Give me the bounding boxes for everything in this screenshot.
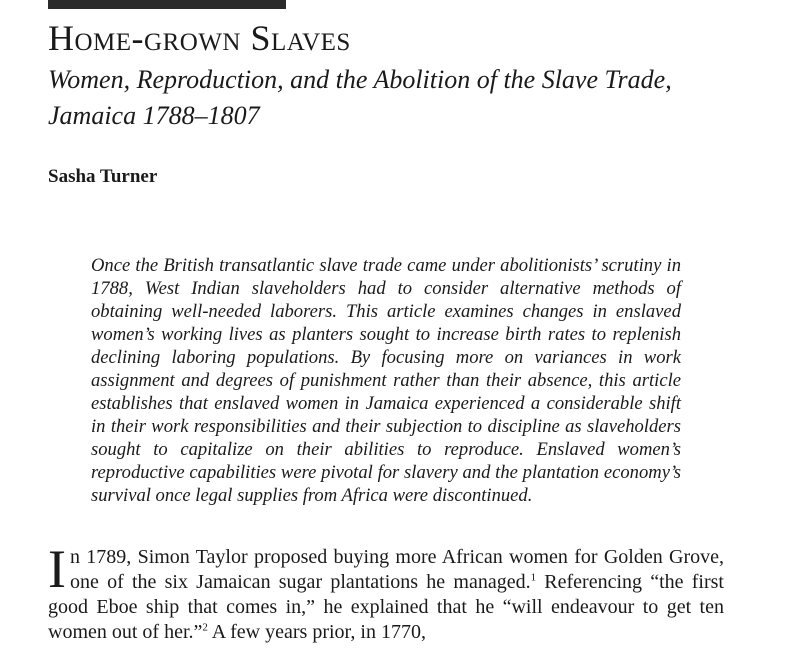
body-text-segment: A few years prior, in 1770, xyxy=(207,621,426,643)
body-text-segment: Referencing “the first good Eboe ship that comes in,” he explained that he “will endeavour to get ten women out of her.” xyxy=(48,571,724,643)
footnote-marker[interactable]: 1 xyxy=(530,571,537,584)
article-subtitle: Women, Reproduction, and the Abolition of the Slave Trade, Jamaica 1788–1807 xyxy=(48,65,672,130)
footnote-marker[interactable]: 2 xyxy=(202,621,208,634)
drop-cap: I xyxy=(48,545,66,599)
body-text-segment: n 1789, Simon Taylor proposed buying more African women for Golden Grove, one of the six Jamaican sugar plantations he managed. xyxy=(69,546,724,593)
abstract: Once the British transatlantic slave trade came under abolitionists’ scrutiny in 1788, West Indian slaveholders had to consider alternative methods of obtaining well-needed laborers. This article examines changes in enslaved women’s working lives as planters sought to increase birth rates to replenish declining laboring populations. By focusing more on variances in work assignment and degrees of punishment rather than their absence, this article establishes that enslaved women in Jamaica experienced a considerable shift in their work responsibilities and their subjection to discipline as slaveholders sought to capitalize on their abilities to reproduce. Enslaved women’s reproductive capabilities were pivotal for slavery and the plantation economy’s survival once legal supplies from Africa were discontinued. xyxy=(91,255,681,506)
article-title: Home-grown Slaves xyxy=(48,18,351,58)
author-name: Sasha Turner xyxy=(48,166,158,187)
body-paragraph xyxy=(48,545,724,653)
header-rule xyxy=(48,0,286,9)
